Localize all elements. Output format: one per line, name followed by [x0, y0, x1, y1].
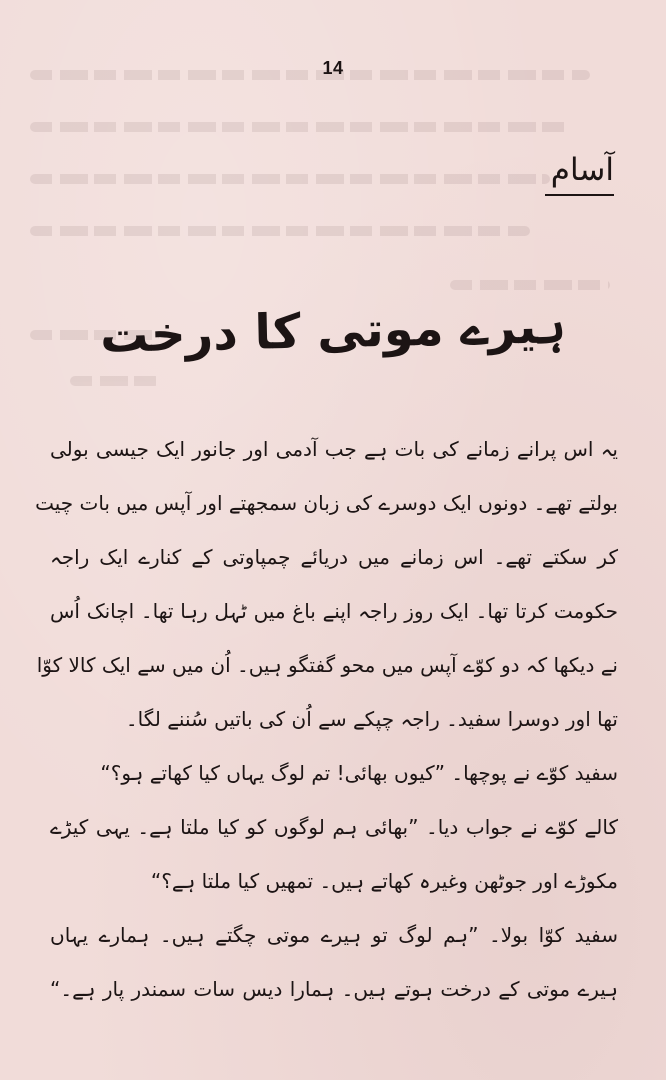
section-label: آسام — [545, 150, 614, 196]
body-line-11: ہیرے موتی کے درخت ہوتے ہیں۔ ہمارا دیس سات سمندر پار ہے۔“ — [50, 977, 618, 1001]
story-title: ہیرے موتی کا درخت — [99, 298, 567, 364]
body-line-10: سفید کوّا بولا۔ ”ہم لوگ تو ہیرے موتی چگتے ہیں۔ ہمارے یہاں — [50, 923, 618, 947]
body-line-6: تھا اور دوسرا سفید۔ راجہ چپکے سے اُن کی باتیں سُننے لگا۔ — [125, 707, 618, 731]
body-line-9: مکوڑے اور جوٹھن وغیرہ کھاتے ہیں۔ تمھیں کیا ملتا ہے؟“ — [150, 869, 618, 893]
body-line-4: حکومت کرتا تھا۔ ایک روز راجہ اپنے باغ میں ٹہل رہا تھا۔ اچانک اُس — [50, 599, 618, 623]
body-line-3: کر سکتے تھے۔ اس زمانے میں دریائے چمپاوتی کے کنارے ایک راجہ — [50, 545, 618, 569]
body-line-2: بولتے تھے۔ دونوں ایک دوسرے کی زبان سمجھتے اور آپس میں بات چیت — [35, 491, 618, 515]
body-line-8: کالے کوّے نے جواب دیا۔ ”بھائی ہم لوگوں کو کیا ملتا ہے۔ یہی کیڑے — [50, 815, 618, 839]
body-line-5: نے دیکھا کہ دو کوّے آپس میں محو گفتگو ہیں۔ اُن میں سے ایک کالا کوّا — [36, 653, 618, 677]
body-line-1: یہ اس پرانے زمانے کی بات ہے جب آدمی اور جانور ایک جیسی بولی — [50, 437, 618, 461]
body-line-7: سفید کوّے نے پوچھا۔ ”کیوں بھائی! تم لوگ یہاں کیا کھاتے ہو؟“ — [100, 761, 618, 785]
page-number: 14 — [322, 58, 344, 78]
